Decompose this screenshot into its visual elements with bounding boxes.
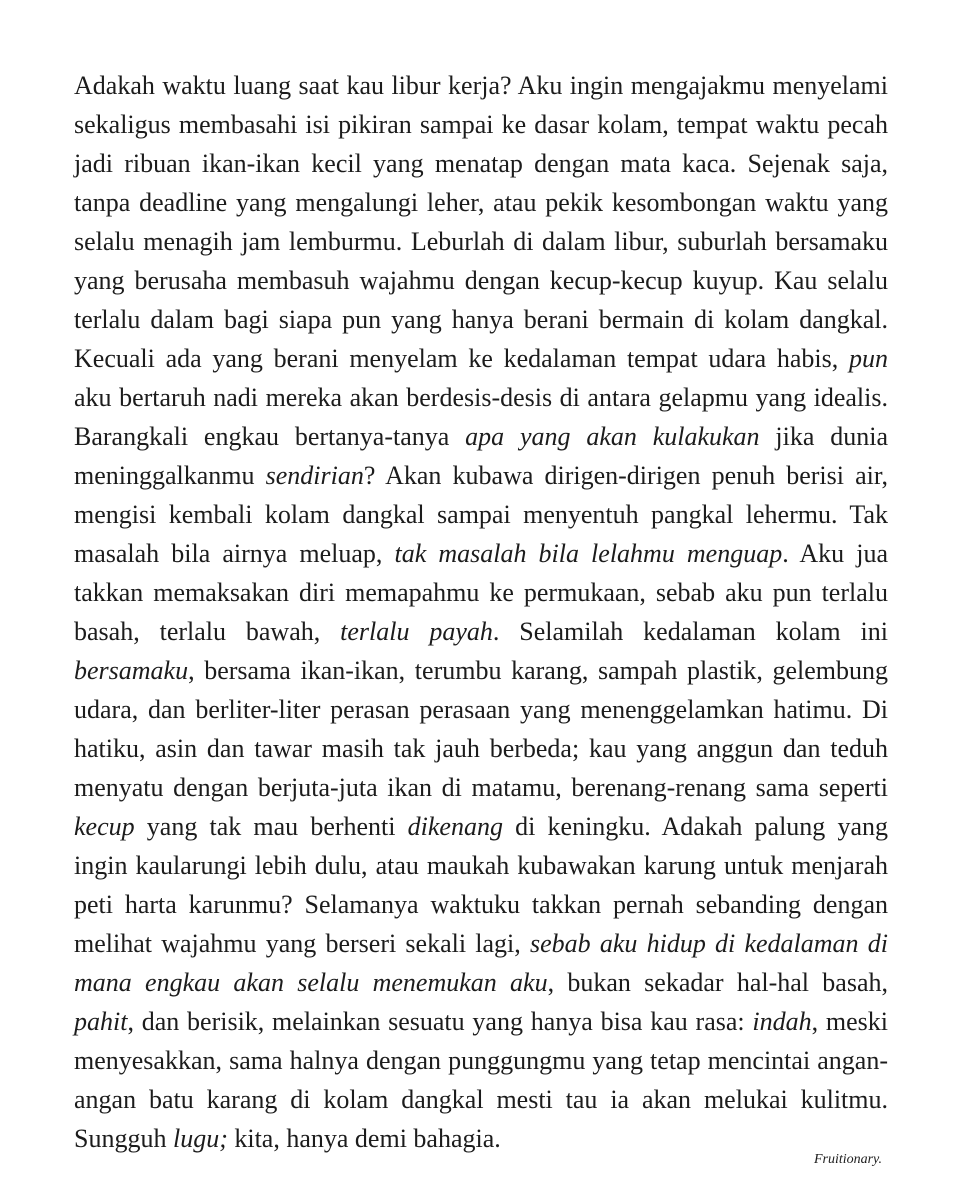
italic-text-run: kecup (74, 812, 135, 841)
italic-text-run: sebab aku hidup di kedalaman di mana engkau akan selalu menemukan aku (74, 929, 888, 997)
text-run: Adakah waktu luang saat kau libur kerja? Aku ingin mengajakmu menyelami sekaligus membasahi isi pikiran sampai ke dasar kolam, tempat waktu pecah jadi ribuan ikan-ikan kecil yang menatap dengan mata kaca. Sejenak saja, tanpa deadline yang mengalungi leher, atau pekik kesombongan waktu yang selalu menagih jam lemburmu. Leburlah di dalam libur, suburlah bersamaku yang berusaha membasuh wajahmu dengan kecup-kecup kuyup. Kau selalu terlalu dalam bagi siapa pun yang hanya berani bermain di kolam dangkal. Kecuali ada yang berani menyelam ke kedalaman tempat udara habis, (74, 71, 888, 373)
italic-text-run: bersamaku (74, 656, 189, 685)
italic-text-run: terlalu payah (340, 617, 493, 646)
text-run: . Selamilah kedalaman kolam ini (492, 617, 888, 646)
italic-text-run: tak masalah bila lelahmu menguap (394, 539, 783, 568)
italic-text-run: pun (849, 344, 888, 373)
text-run: , bukan sekadar hal-hal basah, (547, 968, 888, 997)
prose-paragraph (74, 66, 888, 1158)
text-run: ? Akan kubawa dirigen-dirigen penuh berisi air, mengisi kembali kolam dangkal sampai menyentuh pangkal lehermu. Tak masalah bila airnya meluap, (74, 461, 888, 568)
text-run: . Aku jua takkan memaksakan diri memapahmu ke permukaan, sebab aku pun terlalu basah, terlalu bawah, (74, 539, 888, 646)
italic-text-run: apa yang akan kulakukan (465, 422, 760, 451)
author-signature: Fruitionary. (813, 1152, 882, 1167)
italic-text-run: lugu; (172, 1124, 228, 1153)
text-run: jika dunia meninggalkanmu (74, 422, 888, 490)
italic-text-run: pahit (74, 1007, 128, 1036)
text-run: yang tak mau berhenti (134, 812, 408, 841)
text-run: aku bertaruh nadi mereka akan berdesis-desis di antara gelapmu yang idealis. Barangkali engkau bertanya-tanya (74, 383, 888, 451)
text-run: kita, hanya demi bahagia. (227, 1124, 501, 1153)
italic-text-run: indah (752, 1007, 812, 1036)
text-run: , bersama ikan-ikan, terumbu karang, sampah plastik, gelembung udara, dan berliter-liter perasan perasaan yang menenggelamkan hatimu. Di hatiku, asin dan tawar masih tak jauh berbeda; kau yang anggun dan teduh menyatu dengan berjuta-juta ikan di matamu, berenang-renang sama seperti (74, 656, 888, 802)
text-run: , dan berisik, melainkan sesuatu yang hanya bisa kau rasa: (127, 1007, 753, 1036)
italic-text-run: sendirian (265, 461, 364, 490)
text-run: , meski menyesakkan, sama halnya dengan punggungmu yang tetap mencintai angan-angan batu karang di kolam dangkal mesti tau ia akan melukai kulitmu. Sungguh (74, 1007, 888, 1153)
text-run: di keningku. Adakah palung yang ingin kaularungi lebih dulu, atau maukah kubawakan karung untuk menjarah peti harta karunmu? Selamanya waktuku takkan pernah sebanding dengan melihat wajahmu yang berseri sekali lagi, (74, 812, 888, 958)
italic-text-run: dikenang (407, 812, 503, 841)
